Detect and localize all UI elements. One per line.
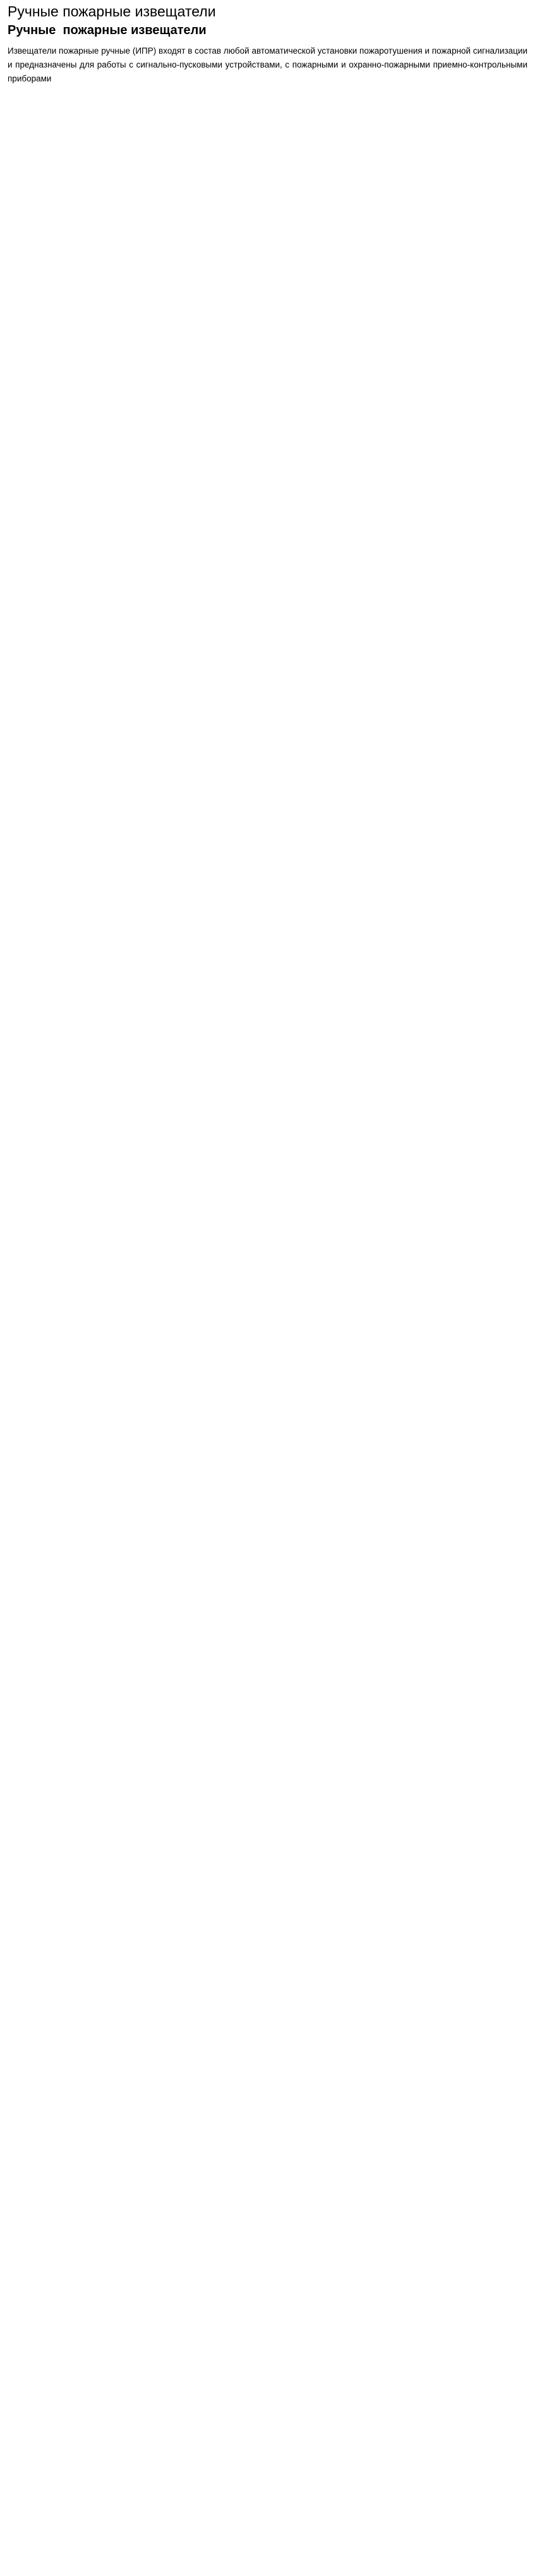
page-title: Ручные пожарные извещатели [8, 3, 216, 20]
article-body [8, 44, 527, 86]
paragraph: Извещатели пожарные ручные (ИПР) входят в состав любой автоматической установки пожаротушения и пожарной сигнализации и предназначены для работы с сигнально-пусковыми устройствами, с пожарными и охранно-пожарными приемно-контрольными приборами [8, 46, 527, 83]
article [0, 0, 535, 106]
article-heading: Ручные пожарные извещатели [8, 23, 207, 37]
